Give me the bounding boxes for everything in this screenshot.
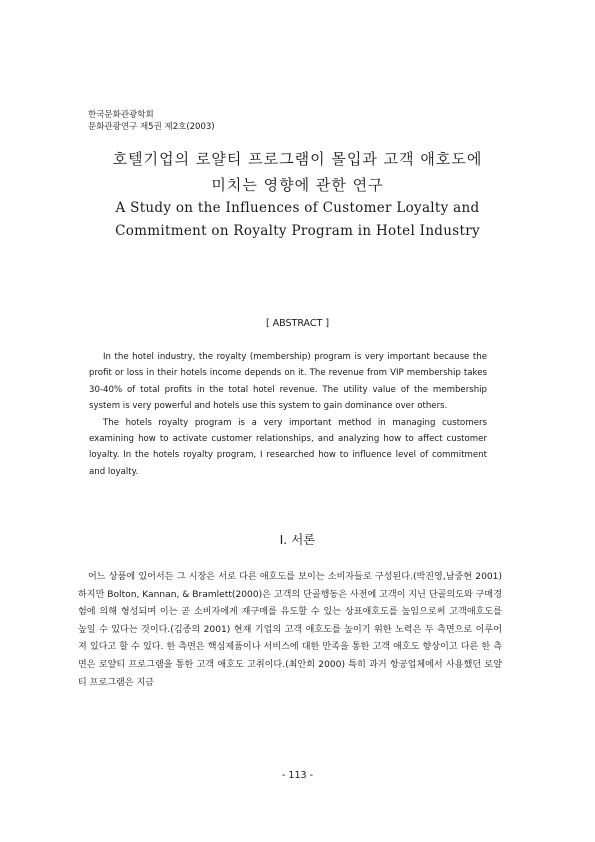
korean-title-line-1: 호텔기업의 로얄티 프로그램이 몰입과 고객 애호도에 (112, 150, 483, 168)
abstract-heading: [ ABSTRACT ] (265, 318, 330, 329)
page-number: - 113 - (281, 770, 314, 781)
english-title-line-2: Commitment on Royalty Program in Hotel Industry (115, 223, 480, 239)
abstract-paragraph: In the hotel industry, the royalty (membership) program is very important because the profit or loss in their hotels income depends on it. The revenue from VIP membership takes 30-40% of total profits in the total hotel revenue. The utility value of the membership system is very powerful and hotels use this system to gain dominance over others. (89, 352, 487, 412)
section-heading: Ⅰ. 서론 (279, 532, 316, 547)
korean-title-line-2: 미치는 영향에 관한 연구 (211, 176, 384, 194)
journal-volume: 문화관광연구 제5권 제2호(2003) (88, 122, 215, 132)
english-title-line-1: A Study on the Influences of Customer Loyalty and (115, 200, 480, 216)
body-paragraph: 어느 상품에 있어서든 그 시장은 서로 다른 애호도를 보이는 소비자들로 구성된다.(박진영,남중현 2001) 하지만 Bolton, Kannan, & Bramlett(2000)은 고객의 단골행동은 사전에 고객이 지닌 단골의도와 구매경험에 의해 형성되며 이는 곧 소비자에게 재구매를 유도할 수 있는 상표애호도를 높임으로써 고객애호도를 높일 수 있다는 것이다.(김종의 2001) 현재 기업의 고객 애호도를 높이기 위한 노력은 두 측면으로 이루어져 있다고 할 수 있다. 한 측면은 핵심제품이나 서비스에 대한 만족을 통한 고객 애호도 향상이고 다른 한 측면은 로얄티 프로그램을 통한 고객 애호도 고취이다.(최안희 2000) 특히 과거 항공업체에서 사용했던 로얄티 프로그램은 지금 (78, 572, 502, 688)
journal-society: 한국문화관광학회 (88, 110, 154, 120)
abstract-body (89, 349, 487, 480)
journal-info (88, 109, 215, 133)
abstract-paragraph: The hotels royalty program is a very important method in managing customers examining how to activate customer relationships, and analyzing how to affect customer loyalty. In the hotels royalty program, I researched how to influence level of commitment and loyalty. (89, 417, 487, 477)
section-body (78, 569, 502, 692)
